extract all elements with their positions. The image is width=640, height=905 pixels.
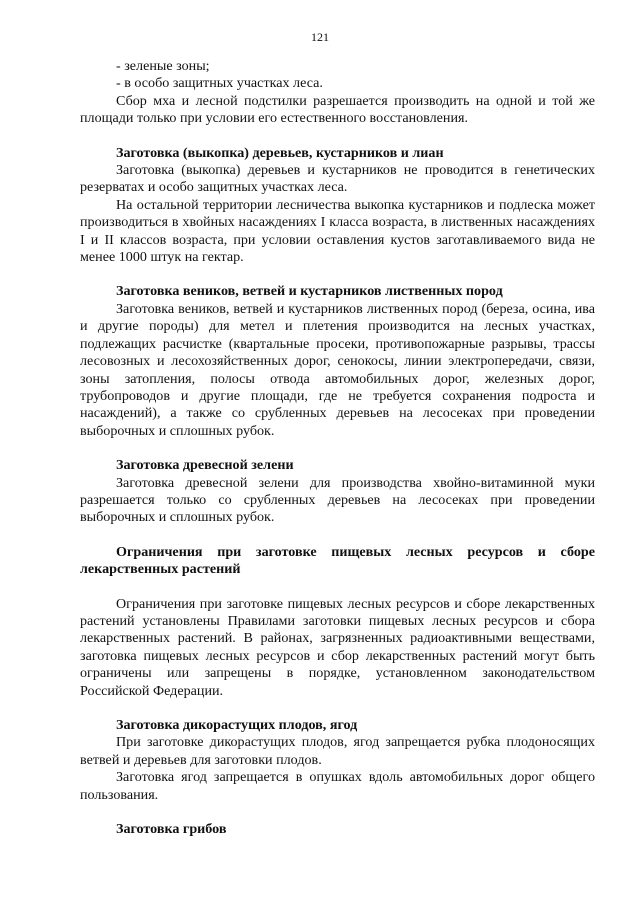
heading-tree-digging: Заготовка (выкопка) деревьев, кустарников и лиан bbox=[116, 144, 444, 161]
paragraph: Заготовка древесной зелени для производства хвойно-витаминной муки разрешается только со срубленных деревьев на лесосеках при проведении выборочных и сплошных рубок. bbox=[80, 474, 595, 526]
page-body bbox=[80, 58, 595, 838]
paragraph: Заготовка веников, ветвей и кустарников лиственных пород (береза, осина, ива и другие породы) для метел и плетения производится на лесных участках, подлежащих расчистке (квартальные просеки, противопожарные разрывы, трассы лесовозных и лесохозяйственных дорог, сенокосы, линии электропередачи, связи, зоны затопления, полосы отвода автомобильных дорог, железных дорог, трубопроводов и другие площади, где не требуется сохранения подроста и насаждений), а также со срубленных деревьев на лесосеках при проведении выборочных и сплошных рубок. bbox=[80, 300, 595, 439]
heading-food-restrictions: Ограничения при заготовке пищевых лесных ресурсов и сборе лекарственных растений bbox=[80, 543, 595, 578]
paragraph: Ограничения при заготовке пищевых лесных ресурсов и сборе лекарственных растений установлены Правилами заготовки пищевых лесных ресурсов и сбора лекарственных растений. В районах, загрязненных радиоактивными веществами, заготовка пищевых лесных ресурсов и сбор лекарственных растений могут быть ограничены или запрещены в порядке, установленном законодательством Российской Федерации. bbox=[80, 595, 595, 699]
list-item: - в особо защитных участках леса. bbox=[116, 75, 323, 92]
list-item: - зеленые зоны; bbox=[116, 58, 210, 74]
heading-fruits-berries: Заготовка дикорастущих плодов, ягод bbox=[116, 717, 358, 733]
page-number: 121 bbox=[311, 30, 329, 44]
paragraph: При заготовке дикорастущих плодов, ягод запрещается рубка плодоносящих ветвей и деревьев для заготовки плодов. bbox=[80, 734, 595, 768]
heading-brooms: Заготовка веников, ветвей и кустарников лиственных пород bbox=[116, 283, 503, 300]
paragraph: На остальной территории лесничества выкопка кустарников и подлеска может производиться в хвойных насаждениях I класса возраста, в лиственных насаждениях I и II классов возраста, при условии оставления кустов заготавливаемого вида не менее 1000 штук на гектар. bbox=[80, 196, 595, 266]
paragraph: Заготовка ягод запрещается в опушках вдоль автомобильных дорог общего пользования. bbox=[80, 769, 595, 803]
moss-paragraph: Сбор мха и лесной подстилки разрешается производить на одной и той же площади только при условии его естественного восстановления. bbox=[80, 92, 595, 127]
heading-mushrooms: Заготовка грибов bbox=[116, 821, 227, 838]
paragraph: Заготовка (выкопка) деревьев и кустарников не проводится в генетических резерватах и особо защитных участках леса. bbox=[80, 162, 595, 196]
heading-wood-greenery: Заготовка древесной зелени bbox=[116, 457, 294, 474]
